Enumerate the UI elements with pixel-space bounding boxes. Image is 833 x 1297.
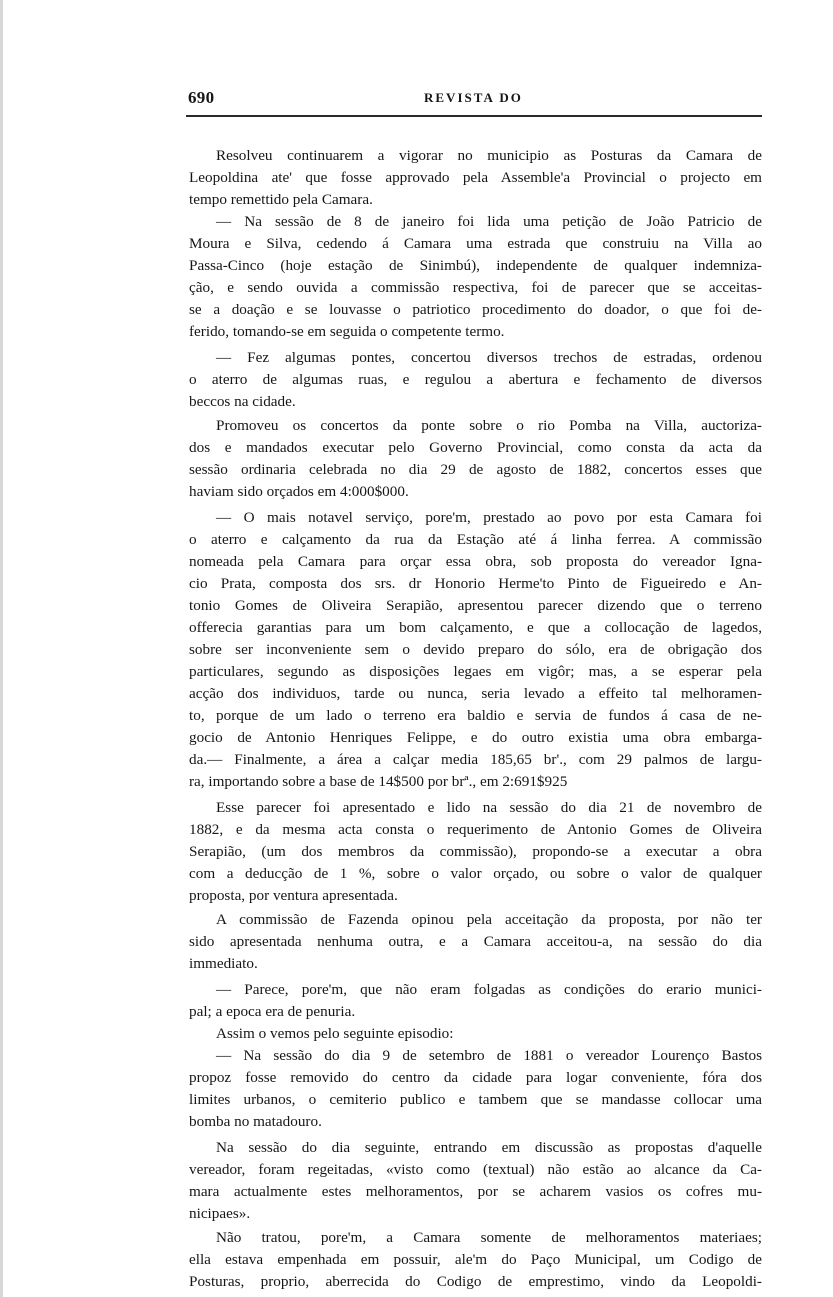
text-line: — Parece, pore'm, que não eram folgadas as condições do erario munici- bbox=[216, 981, 762, 998]
text-line: propoz fosse removido do centro da cidade para logar conveniente, fóra dos bbox=[189, 1069, 762, 1086]
text-line: o aterro de algumas ruas, e regulou a abertura e fechamento de diversos bbox=[189, 371, 762, 388]
text-line: ção, e sendo ouvida a commissão respectiva, foi de parecer que se acceitas- bbox=[189, 279, 762, 296]
text-line: nicipaes». bbox=[189, 1205, 251, 1222]
text-line: sessão ordinaria celebrada no dia 29 de agosto de 1882, concertos esses que bbox=[189, 461, 762, 478]
text-line: particulares, segundo as disposições legaes em vigôr; mas, a se esperar pela bbox=[189, 663, 762, 680]
text-line: ra, importando sobre a base de 14$500 por brª., em 2:691$925 bbox=[189, 773, 568, 790]
text-line: com a deducção de 1 %, sobre o valor orçado, ou sobre o valor de qualquer bbox=[189, 865, 762, 882]
text-line: sobre ser inconveniente sem o devido preparo do sólo, era de obrigação dos bbox=[189, 641, 762, 658]
text-line: 1882, e da mesma acta consta o requerimento de Antonio Gomes de Oliveira bbox=[189, 821, 762, 838]
text-line: Serapião, (um dos membros da commissão), propondo-se a executar a obra bbox=[189, 843, 762, 860]
text-line: ferido, tomando-se em seguida o competente termo. bbox=[189, 323, 505, 340]
text-line: o aterro e calçamento da rua da Estação até á linha ferrea. A commissão bbox=[189, 531, 762, 548]
text-line: vereador, foram regeitadas, «visto como (textual) não estão ao alcance da Ca- bbox=[189, 1161, 762, 1178]
text-line: cio Prata, composta dos srs. dr Honorio Herme'to Pinto de Figueiredo e An- bbox=[189, 575, 762, 592]
text-line: Posturas, proprio, aberrecida do Codigo de emprestimo, vindo da Leopoldi- bbox=[189, 1273, 762, 1290]
text-line: gocio de Antonio Henriques Felippe, e do outro existia uma obra embarga- bbox=[189, 729, 762, 746]
text-line: da.— Finalmente, a área a calçar media 185,65 br'., com 29 palmos de largu- bbox=[189, 751, 762, 768]
text-line: bomba no matadouro. bbox=[189, 1113, 322, 1130]
text-line: Assim o vemos pelo seguinte episodio: bbox=[216, 1025, 454, 1042]
text-line: tempo remettido pela Camara. bbox=[189, 191, 373, 208]
text-line: beccos na cidade. bbox=[189, 393, 296, 410]
text-line: limites urbanos, o cemiterio publico e tambem que se mandasse collocar uma bbox=[189, 1091, 762, 1108]
text-line: — O mais notavel serviço, pore'm, prestado ao povo por esta Camara foi bbox=[216, 509, 762, 526]
text-line: proposta, por ventura apresentada. bbox=[189, 887, 398, 904]
text-line: Não tratou, pore'm, a Camara somente de melhoramentos materiaes; bbox=[216, 1229, 762, 1246]
text-line: se a doação e se louvasse o patriotico procedimento do doador, o que foi de- bbox=[189, 301, 762, 318]
text-line: mara actualmente estes melhoramentos, por se acharem vasios os cofres mu- bbox=[189, 1183, 762, 1200]
text-line: — Na sessão do dia 9 de setembro de 1881 o vereador Lourenço Bastos bbox=[216, 1047, 762, 1064]
text-line: nomeada pela Camara para orçar essa obra, sob proposta do vereador Igna- bbox=[189, 553, 762, 570]
text-line: dos e mandados executar pelo Governo Provincial, como consta da acta da bbox=[189, 439, 762, 456]
text-line: Resolveu continuarem a vigorar no municipio as Posturas da Camara de bbox=[216, 147, 762, 164]
text-line: — Fez algumas pontes, concertou diversos trechos de estradas, ordenou bbox=[216, 349, 762, 366]
text-line: Moura e Silva, cedendo á Camara uma estrada que construiu na Villa ao bbox=[189, 235, 762, 252]
text-line: offerecia garantias para um bom calçamento, e que a collocação de lagedos, bbox=[189, 619, 762, 636]
text-line: acção dos individuos, tarde ou nunca, seria levado a effeito tal melhoramen- bbox=[189, 685, 762, 702]
text-line: Leopoldina ate' que fosse approvado pela Assemble'a Provincial o projecto em bbox=[189, 169, 762, 186]
text-line: A commissão de Fazenda opinou pela acceitação da proposta, por não ter bbox=[216, 911, 762, 928]
text-line: Na sessão do dia seguinte, entrando em discussão as propostas d'aquelle bbox=[216, 1139, 762, 1156]
text-line: ella estava empenhada em possuir, ale'm do Paço Municipal, um Codigo de bbox=[189, 1251, 762, 1268]
text-line: — Na sessão de 8 de janeiro foi lida uma petição de João Patricio de bbox=[216, 213, 762, 230]
text-line: Passa-Cinco (hoje estação de Sinimbú), independente de qualquer indemniza- bbox=[189, 257, 762, 274]
text-line: haviam sido orçados em 4:000$000. bbox=[189, 483, 409, 500]
text-line: pal; a epoca era de penuria. bbox=[189, 1003, 356, 1020]
page-number: 690 bbox=[188, 88, 215, 107]
text-line: sido apresentada nenhuma outra, e a Camara acceitou-a, na sessão do dia bbox=[189, 933, 762, 950]
text-line: to, porque de um lado o terreno era baldio e servia de fundos á casa de ne- bbox=[189, 707, 762, 724]
running-title: REVISTA DO bbox=[424, 90, 523, 105]
text-line: Promoveu os concertos da ponte sobre o rio Pomba na Villa, auctoriza- bbox=[216, 417, 762, 434]
text-line: immediato. bbox=[189, 955, 258, 972]
text-line: tonio Gomes de Oliveira Serapião, apresentou parecer dizendo que o terreno bbox=[189, 597, 762, 614]
text-line: Esse parecer foi apresentado e lido na sessão do dia 21 de novembro de bbox=[216, 799, 762, 816]
